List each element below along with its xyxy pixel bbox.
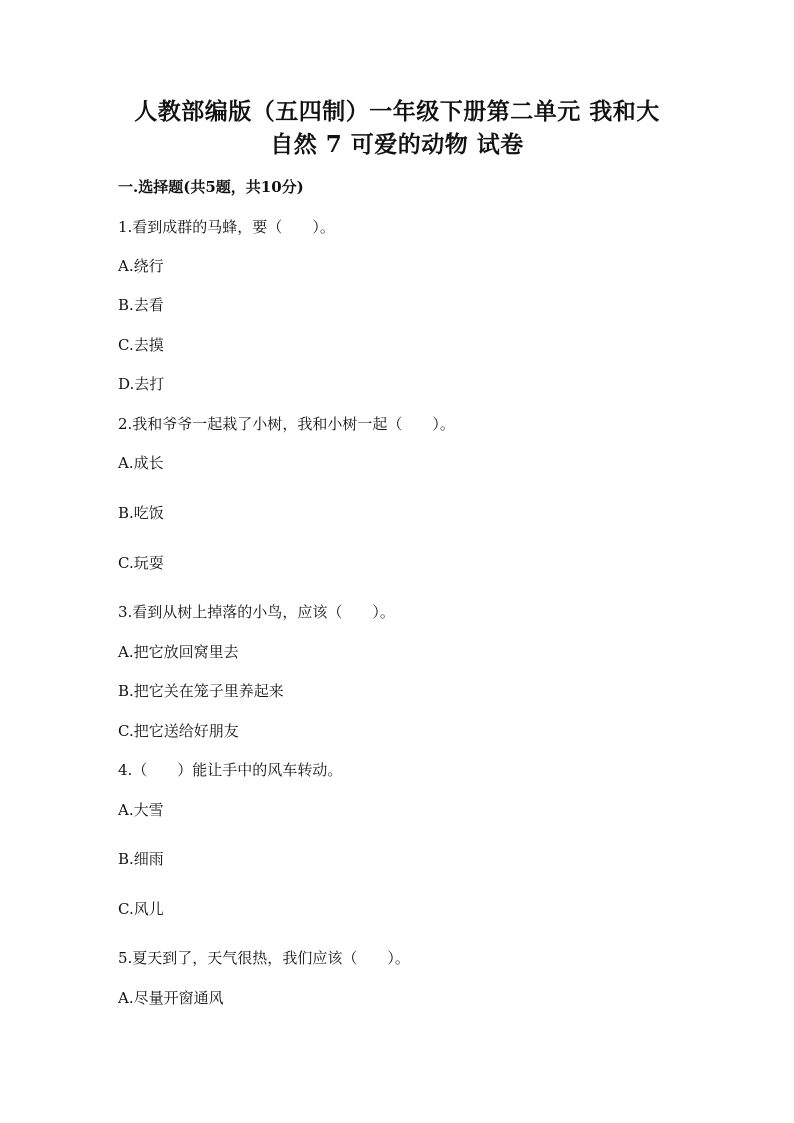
question-4-option-b: B.细雨 xyxy=(118,850,164,868)
question-2-option-b: B.吃饭 xyxy=(118,504,164,522)
question-3-option-a: A.把它放回窝里去 xyxy=(118,643,239,661)
question-3-option-c: C.把它送给好朋友 xyxy=(118,722,239,740)
question-4-option-a: A.大雪 xyxy=(118,801,164,819)
question-2-option-c: C.玩耍 xyxy=(118,554,164,572)
question-5-stem: 5.夏天到了，天气很热，我们应该（ ）。 xyxy=(118,949,410,967)
question-4-option-c: C.风儿 xyxy=(118,900,164,918)
question-2-option-a: A.成长 xyxy=(118,454,164,472)
section-heading: 一.选择题(共5题，共10分) xyxy=(118,178,304,196)
question-1-option-b: B.去看 xyxy=(118,296,164,314)
exam-title-line1: 人教部编版（五四制）一年级下册第二单元 我和大 xyxy=(134,98,660,125)
question-1-stem: 1.看到成群的马蜂，要（ ）。 xyxy=(118,218,335,236)
question-3-stem: 3.看到从树上掉落的小鸟，应该（ ）。 xyxy=(118,603,395,621)
question-5-option-a: A.尽量开窗通风 xyxy=(118,989,224,1007)
question-3-option-b: B.把它关在笼子里养起来 xyxy=(118,682,284,700)
question-4-stem: 4.（ ）能让手中的风车转动。 xyxy=(118,761,343,779)
question-1-option-a: A.绕行 xyxy=(118,257,164,275)
exam-title-line2: 自然 7 可爱的动物 试卷 xyxy=(270,131,524,158)
question-1-option-d: D.去打 xyxy=(118,375,165,393)
question-2-stem: 2.我和爷爷一起栽了小树，我和小树一起（ ）。 xyxy=(118,415,455,433)
question-1-option-c: C.去摸 xyxy=(118,336,164,354)
